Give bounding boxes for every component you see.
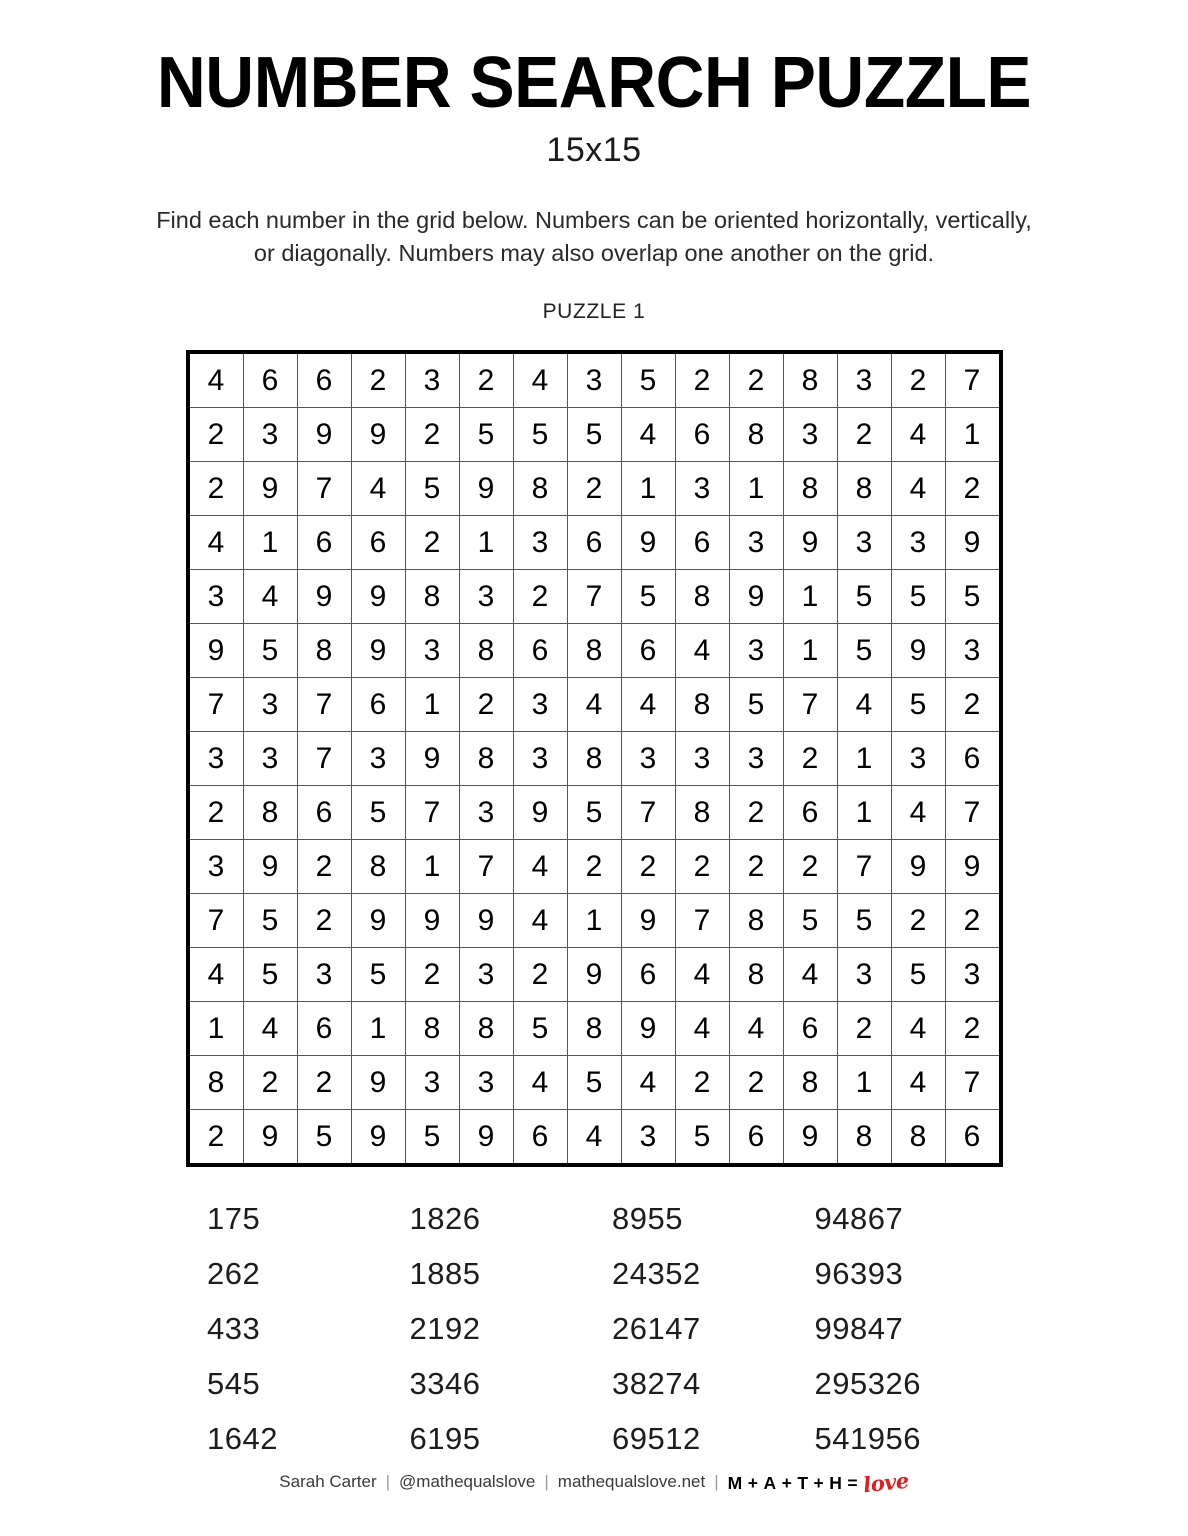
grid-cell[interactable]: 4 [567, 678, 621, 732]
number-list-item[interactable]: 1642 [207, 1421, 278, 1457]
grid-cell[interactable]: 3 [513, 516, 567, 570]
grid-cell[interactable]: 3 [567, 354, 621, 408]
grid-cell[interactable]: 3 [783, 408, 837, 462]
number-list-item[interactable]: 96393 [814, 1256, 904, 1292]
grid-cell[interactable]: 1 [405, 840, 459, 894]
grid-row [190, 678, 999, 732]
grid-cell[interactable]: 4 [783, 948, 837, 1002]
grid-cell[interactable]: 7 [945, 354, 999, 408]
grid-row [190, 408, 999, 462]
grid-cell[interactable]: 8 [567, 624, 621, 678]
grid-cell[interactable]: 9 [729, 570, 783, 624]
page-title: NUMBER SEARCH PUZZLE [156, 43, 1032, 123]
grid-cell[interactable]: 9 [567, 948, 621, 1002]
grid-row [190, 732, 999, 786]
grid-cell[interactable]: 4 [675, 1002, 729, 1056]
grid-cell[interactable]: 6 [783, 786, 837, 840]
grid-cell[interactable]: 3 [945, 624, 999, 678]
grid-cell[interactable]: 5 [945, 570, 999, 624]
grid-cell[interactable]: 2 [891, 894, 945, 948]
number-list-item[interactable]: 6195 [409, 1421, 481, 1457]
grid-cell[interactable]: 2 [243, 1056, 297, 1110]
grid-cell[interactable]: 2 [351, 354, 405, 408]
grid-cell[interactable]: 6 [675, 516, 729, 570]
grid-cell[interactable]: 6 [351, 516, 405, 570]
grid-cell[interactable]: 4 [513, 894, 567, 948]
number-list-item[interactable]: 2192 [409, 1311, 481, 1347]
footer-separator: | [385, 1471, 391, 1491]
grid-cell[interactable]: 9 [351, 624, 405, 678]
grid-cell[interactable]: 8 [405, 570, 459, 624]
grid-cell[interactable]: 2 [405, 948, 459, 1002]
grid-cell[interactable]: 5 [351, 948, 405, 1002]
grid-row [190, 1002, 999, 1056]
grid-cell[interactable]: 9 [621, 516, 675, 570]
grid-cell[interactable]: 8 [891, 1110, 945, 1164]
grid-cell[interactable]: 2 [729, 1056, 783, 1110]
grid-cell[interactable]: 6 [567, 516, 621, 570]
grid-cell[interactable]: 3 [243, 732, 297, 786]
number-list-item[interactable]: 545 [207, 1366, 261, 1402]
grid-cell[interactable]: 9 [621, 894, 675, 948]
grid-cell[interactable]: 8 [190, 1056, 244, 1110]
grid-cell[interactable]: 8 [567, 732, 621, 786]
grid-cell[interactable]: 3 [459, 1056, 513, 1110]
grid-cell[interactable]: 5 [513, 408, 567, 462]
grid-cell[interactable]: 6 [513, 1110, 567, 1164]
grid-cell[interactable]: 6 [351, 678, 405, 732]
grid-cell[interactable]: 1 [190, 1002, 244, 1056]
grid-cell[interactable]: 2 [297, 840, 351, 894]
footer-website: mathequalslove.net [557, 1471, 706, 1491]
number-list-item[interactable]: 1826 [409, 1201, 481, 1237]
grid-cell[interactable]: 1 [729, 462, 783, 516]
grid-cell[interactable]: 5 [567, 786, 621, 840]
grid-size-subtitle: 15x15 [546, 130, 642, 169]
grid-cell[interactable]: 5 [297, 1110, 351, 1164]
grid-cell[interactable]: 1 [351, 1002, 405, 1056]
grid-cell[interactable]: 7 [297, 732, 351, 786]
grid-cell[interactable]: 3 [405, 1056, 459, 1110]
grid-cell[interactable]: 3 [729, 624, 783, 678]
grid-cell[interactable]: 6 [621, 624, 675, 678]
grid-cell[interactable]: 5 [675, 1110, 729, 1164]
grid-cell[interactable]: 2 [837, 408, 891, 462]
grid-cell[interactable]: 3 [837, 516, 891, 570]
grid-cell[interactable]: 9 [891, 624, 945, 678]
grid-cell[interactable]: 3 [729, 732, 783, 786]
grid-row [190, 948, 999, 1002]
grid-cell[interactable]: 1 [837, 1056, 891, 1110]
grid-cell[interactable]: 9 [459, 1110, 513, 1164]
grid-cell[interactable]: 1 [243, 516, 297, 570]
grid-cell[interactable]: 9 [351, 1056, 405, 1110]
grid-cell[interactable]: 7 [945, 1056, 999, 1110]
grid-cell[interactable]: 6 [783, 1002, 837, 1056]
grid-cell[interactable]: 3 [190, 840, 244, 894]
grid-cell[interactable]: 2 [945, 678, 999, 732]
grid-cell[interactable]: 9 [351, 894, 405, 948]
grid-cell[interactable]: 4 [891, 408, 945, 462]
grid-cell[interactable]: 2 [459, 354, 513, 408]
grid-cell[interactable]: 7 [567, 570, 621, 624]
grid-cell[interactable]: 8 [459, 1002, 513, 1056]
grid-cell[interactable]: 2 [297, 1056, 351, 1110]
grid-cell[interactable]: 5 [243, 624, 297, 678]
grid-cell[interactable]: 2 [675, 840, 729, 894]
grid-cell[interactable]: 1 [621, 462, 675, 516]
grid-cell[interactable]: 9 [783, 516, 837, 570]
grid-cell[interactable]: 4 [351, 462, 405, 516]
puzzle-grid[interactable] [190, 354, 999, 1163]
grid-cell[interactable]: 3 [405, 624, 459, 678]
number-list-item[interactable]: 3346 [409, 1366, 481, 1402]
grid-cell[interactable]: 5 [243, 894, 297, 948]
grid-cell[interactable]: 2 [945, 1002, 999, 1056]
grid-cell[interactable]: 4 [243, 1002, 297, 1056]
grid-cell[interactable]: 6 [945, 1110, 999, 1164]
grid-cell[interactable]: 3 [945, 948, 999, 1002]
grid-cell[interactable]: 9 [351, 408, 405, 462]
grid-row [190, 462, 999, 516]
grid-cell[interactable]: 9 [459, 462, 513, 516]
grid-cell[interactable]: 7 [837, 840, 891, 894]
grid-cell[interactable]: 2 [675, 354, 729, 408]
grid-cell[interactable]: 2 [729, 840, 783, 894]
puzzle-number-label: PUZZLE 1 [542, 300, 646, 324]
grid-cell[interactable]: 2 [945, 462, 999, 516]
grid-cell[interactable]: 1 [837, 786, 891, 840]
grid-cell[interactable]: 5 [891, 570, 945, 624]
logo-love-script: love [862, 1467, 911, 1498]
grid-cell[interactable]: 5 [729, 678, 783, 732]
math-equals-love-logo [727, 1467, 911, 1498]
grid-cell[interactable]: 8 [675, 570, 729, 624]
number-list-item[interactable]: 8955 [612, 1201, 683, 1237]
grid-row [190, 624, 999, 678]
grid-cell[interactable]: 9 [945, 516, 999, 570]
equals-icon: = [847, 1473, 859, 1493]
grid-cell[interactable]: 3 [675, 732, 729, 786]
grid-cell[interactable]: 1 [837, 732, 891, 786]
grid-cell[interactable]: 7 [190, 678, 244, 732]
grid-cell[interactable]: 2 [891, 354, 945, 408]
grid-cell[interactable]: 5 [621, 354, 675, 408]
grid-cell[interactable]: 7 [621, 786, 675, 840]
grid-cell[interactable]: 8 [351, 840, 405, 894]
grid-cell[interactable]: 5 [405, 1110, 459, 1164]
grid-cell[interactable]: 3 [351, 732, 405, 786]
logo-letter-h: H [829, 1473, 843, 1493]
grid-cell[interactable]: 4 [190, 516, 244, 570]
grid-cell[interactable]: 3 [621, 732, 675, 786]
grid-cell[interactable]: 3 [190, 570, 244, 624]
grid-cell[interactable]: 3 [513, 678, 567, 732]
grid-cell[interactable]: 5 [837, 894, 891, 948]
grid-cell[interactable]: 9 [190, 624, 244, 678]
grid-cell[interactable]: 2 [297, 894, 351, 948]
grid-cell[interactable]: 6 [243, 354, 297, 408]
grid-cell[interactable]: 9 [891, 840, 945, 894]
grid-cell[interactable]: 9 [243, 840, 297, 894]
grid-cell[interactable]: 7 [297, 678, 351, 732]
number-list [189, 1201, 999, 1457]
number-list-item[interactable]: 99847 [814, 1311, 904, 1347]
grid-cell[interactable]: 8 [837, 462, 891, 516]
grid-cell[interactable]: 9 [243, 1110, 297, 1164]
grid-cell[interactable]: 8 [783, 1056, 837, 1110]
grid-cell[interactable]: 3 [891, 516, 945, 570]
grid-cell[interactable]: 8 [567, 1002, 621, 1056]
grid-cell[interactable]: 3 [837, 354, 891, 408]
grid-cell[interactable]: 3 [459, 570, 513, 624]
grid-cell[interactable]: 4 [513, 1056, 567, 1110]
grid-cell[interactable]: 7 [675, 894, 729, 948]
grid-cell[interactable]: 8 [405, 1002, 459, 1056]
grid-cell[interactable]: 7 [297, 462, 351, 516]
grid-cell[interactable]: 8 [243, 786, 297, 840]
grid-cell[interactable]: 6 [297, 1002, 351, 1056]
grid-cell[interactable]: 9 [945, 840, 999, 894]
grid-cell[interactable]: 3 [729, 516, 783, 570]
grid-cell[interactable]: 6 [297, 354, 351, 408]
grid-cell[interactable]: 9 [351, 1110, 405, 1164]
grid-cell[interactable]: 5 [837, 624, 891, 678]
grid-cell[interactable]: 3 [513, 732, 567, 786]
grid-cell[interactable]: 2 [729, 786, 783, 840]
grid-cell[interactable]: 9 [297, 570, 351, 624]
grid-cell[interactable]: 5 [405, 462, 459, 516]
number-list-item[interactable]: 262 [207, 1256, 261, 1292]
logo-letter-t: T [797, 1473, 809, 1493]
grid-cell[interactable]: 3 [891, 732, 945, 786]
grid-cell[interactable]: 9 [297, 408, 351, 462]
grid-cell[interactable]: 4 [891, 1056, 945, 1110]
number-list-item[interactable]: 24352 [612, 1256, 701, 1292]
grid-cell[interactable]: 2 [675, 1056, 729, 1110]
grid-cell[interactable]: 3 [243, 408, 297, 462]
grid-cell[interactable]: 4 [729, 1002, 783, 1056]
grid-cell[interactable]: 9 [513, 786, 567, 840]
plus-icon: + [781, 1473, 793, 1493]
grid-cell[interactable]: 9 [243, 462, 297, 516]
grid-cell[interactable]: 9 [783, 1110, 837, 1164]
grid-cell[interactable]: 8 [513, 462, 567, 516]
grid-cell[interactable]: 7 [190, 894, 244, 948]
number-list-item[interactable]: 541956 [814, 1421, 921, 1457]
grid-row [190, 1056, 999, 1110]
grid-cell[interactable]: 4 [621, 678, 675, 732]
grid-cell[interactable]: 3 [243, 678, 297, 732]
grid-cell[interactable]: 8 [459, 732, 513, 786]
grid-cell[interactable]: 4 [621, 1056, 675, 1110]
grid-cell[interactable]: 2 [405, 516, 459, 570]
grid-cell[interactable]: 6 [729, 1110, 783, 1164]
grid-cell[interactable]: 1 [567, 894, 621, 948]
grid-cell[interactable]: 2 [567, 462, 621, 516]
grid-cell[interactable]: 3 [190, 732, 244, 786]
grid-cell[interactable]: 3 [621, 1110, 675, 1164]
grid-cell[interactable]: 5 [513, 1002, 567, 1056]
grid-cell[interactable]: 2 [729, 354, 783, 408]
grid-cell[interactable]: 8 [297, 624, 351, 678]
grid-cell[interactable]: 2 [190, 408, 244, 462]
grid-cell[interactable]: 4 [513, 840, 567, 894]
grid-cell[interactable]: 2 [190, 786, 244, 840]
number-list-item[interactable]: 295326 [814, 1366, 921, 1402]
grid-cell[interactable]: 5 [891, 948, 945, 1002]
grid-cell[interactable]: 8 [783, 462, 837, 516]
grid-cell[interactable]: 4 [513, 354, 567, 408]
number-list-item[interactable]: 26147 [612, 1311, 701, 1347]
grid-cell[interactable]: 8 [729, 948, 783, 1002]
grid-cell[interactable]: 4 [621, 408, 675, 462]
grid-cell[interactable]: 2 [459, 678, 513, 732]
grid-cell[interactable]: 2 [837, 1002, 891, 1056]
grid-cell[interactable]: 3 [459, 948, 513, 1002]
grid-cell[interactable]: 8 [675, 786, 729, 840]
grid-cell[interactable]: 6 [297, 516, 351, 570]
grid-cell[interactable]: 9 [459, 894, 513, 948]
number-list-item[interactable]: 69512 [612, 1421, 701, 1457]
grid-cell[interactable]: 5 [459, 408, 513, 462]
grid-cell[interactable]: 5 [243, 948, 297, 1002]
grid-cell[interactable]: 7 [405, 786, 459, 840]
grid-cell[interactable]: 4 [675, 948, 729, 1002]
grid-cell[interactable]: 8 [675, 678, 729, 732]
grid-cell[interactable]: 4 [190, 948, 244, 1002]
grid-row [190, 570, 999, 624]
grid-cell[interactable]: 2 [783, 732, 837, 786]
grid-cell[interactable]: 2 [621, 840, 675, 894]
grid-cell[interactable]: 2 [190, 462, 244, 516]
grid-cell[interactable]: 5 [621, 570, 675, 624]
grid-cell[interactable]: 6 [945, 732, 999, 786]
plus-icon: + [813, 1473, 825, 1493]
footer-separator: | [544, 1471, 549, 1491]
grid-cell[interactable]: 8 [729, 894, 783, 948]
grid-cell[interactable]: 5 [837, 570, 891, 624]
grid-cell[interactable]: 6 [513, 624, 567, 678]
grid-cell[interactable]: 7 [459, 840, 513, 894]
grid-cell[interactable]: 8 [459, 624, 513, 678]
grid-cell[interactable]: 4 [891, 786, 945, 840]
grid-cell[interactable]: 9 [351, 570, 405, 624]
footer-handle: @mathequalslove [399, 1471, 536, 1491]
footer-separator: | [714, 1471, 719, 1491]
grid-cell[interactable]: 2 [783, 840, 837, 894]
grid-cell[interactable]: 3 [297, 948, 351, 1002]
grid-cell[interactable]: 7 [945, 786, 999, 840]
grid-cell[interactable]: 8 [783, 354, 837, 408]
grid-cell[interactable]: 1 [783, 624, 837, 678]
grid-cell[interactable]: 4 [891, 462, 945, 516]
number-list-item[interactable]: 433 [207, 1311, 261, 1347]
grid-cell[interactable]: 7 [783, 678, 837, 732]
grid-cell[interactable]: 1 [459, 516, 513, 570]
grid-cell[interactable]: 8 [837, 1110, 891, 1164]
grid-row [190, 354, 999, 408]
grid-cell[interactable]: 9 [621, 1002, 675, 1056]
grid-row [190, 894, 999, 948]
grid-cell[interactable]: 6 [675, 408, 729, 462]
grid-cell[interactable]: 2 [513, 948, 567, 1002]
plus-icon: + [747, 1473, 759, 1493]
grid-cell[interactable]: 9 [405, 894, 459, 948]
grid-cell[interactable]: 3 [837, 948, 891, 1002]
logo-letter-m: M [727, 1473, 743, 1493]
instructions-text: Find each number in the grid below. Numbers can be oriented horizontally, vertically, or diagonally. Numbers may also overlap one another on the grid. [156, 206, 1032, 266]
grid-cell[interactable]: 3 [459, 786, 513, 840]
grid-cell[interactable]: 1 [783, 570, 837, 624]
grid-cell[interactable]: 4 [243, 570, 297, 624]
grid-cell[interactable]: 5 [567, 1056, 621, 1110]
grid-cell[interactable]: 5 [351, 786, 405, 840]
grid-cell[interactable]: 3 [675, 462, 729, 516]
grid-cell[interactable]: 2 [513, 570, 567, 624]
number-list-item[interactable]: 175 [207, 1201, 261, 1237]
grid-cell[interactable]: 4 [891, 1002, 945, 1056]
grid-cell[interactable]: 1 [945, 408, 999, 462]
grid-cell[interactable]: 6 [297, 786, 351, 840]
grid-cell[interactable]: 4 [837, 678, 891, 732]
grid-cell[interactable]: 1 [405, 678, 459, 732]
number-list-item[interactable]: 94867 [814, 1201, 904, 1237]
number-list-item[interactable]: 1885 [409, 1256, 481, 1292]
number-list-item[interactable]: 38274 [612, 1366, 701, 1402]
grid-cell[interactable]: 4 [675, 624, 729, 678]
footer [0, 1467, 1188, 1498]
grid-cell[interactable]: 5 [567, 408, 621, 462]
grid-row [190, 1110, 999, 1164]
grid-cell[interactable]: 2 [190, 1110, 244, 1164]
puzzle-grid-container [186, 350, 1003, 1167]
grid-cell[interactable]: 2 [405, 408, 459, 462]
grid-cell[interactable]: 3 [405, 354, 459, 408]
grid-cell[interactable]: 9 [405, 732, 459, 786]
grid-cell[interactable]: 4 [190, 354, 244, 408]
grid-row [190, 516, 999, 570]
grid-cell[interactable]: 4 [567, 1110, 621, 1164]
grid-row [190, 840, 999, 894]
grid-cell[interactable]: 5 [783, 894, 837, 948]
grid-cell[interactable]: 5 [891, 678, 945, 732]
grid-cell[interactable]: 6 [621, 948, 675, 1002]
grid-row [190, 786, 999, 840]
grid-cell[interactable]: 8 [729, 408, 783, 462]
grid-cell[interactable]: 2 [945, 894, 999, 948]
grid-cell[interactable]: 2 [567, 840, 621, 894]
logo-letter-a: A [763, 1473, 777, 1493]
footer-author: Sarah Carter [279, 1471, 377, 1491]
